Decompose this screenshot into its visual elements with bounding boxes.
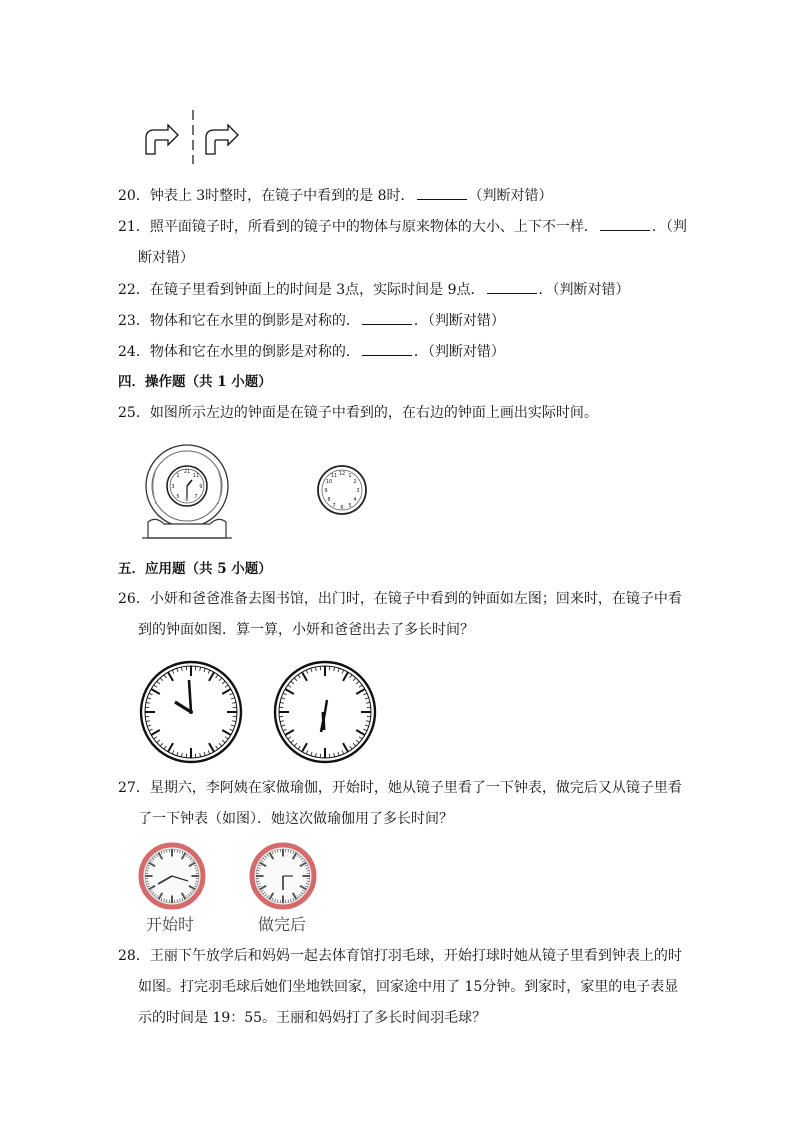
question-27-continued: 了一下钟表（如图）．她这次做瑜伽用了多长时间？	[138, 811, 453, 827]
section-heading-application: 五．应用题（共 5 小题）	[118, 561, 272, 577]
question-hint: （判断对错）	[468, 188, 553, 204]
question-number: 25．	[118, 405, 150, 421]
svg-text:11: 11	[330, 473, 338, 479]
question-text: 在镜子里看到钟面上的时间是 3点，实际时间是 9点．	[149, 282, 485, 298]
question-27	[118, 778, 682, 798]
question-26-continued: 到的钟面如图．算一算，小妍和爸爸出去了多长时间？	[138, 622, 474, 638]
question-24	[118, 342, 505, 362]
svg-text:7: 7	[332, 503, 336, 509]
question-number: 24．	[118, 344, 150, 360]
question-25	[118, 403, 598, 423]
question-text: 物体和它在水里的倒影是对称的．	[149, 344, 360, 360]
turn-arrow-right-icon	[206, 125, 238, 154]
mirror-desk-clock-figure	[138, 442, 236, 542]
svg-text:11: 11	[192, 473, 200, 479]
clock-return-figure	[273, 660, 377, 764]
svg-text:9: 9	[324, 488, 328, 494]
question-text: 钟表上 3时整时，在镜子中看到的是 8时．	[149, 188, 415, 204]
question-text: 星期六，李阿姨在家做瑜伽，开始时，她从镜子里看了一下钟表，做完后又从镜子里看	[149, 780, 682, 796]
question-hint: ．（判断对错）	[413, 344, 505, 360]
question-number: 22．	[118, 282, 150, 298]
caption-finish: 做完后	[258, 915, 307, 934]
svg-text:6: 6	[340, 505, 344, 511]
question-20	[118, 186, 553, 206]
question-28	[118, 946, 682, 966]
svg-text:1: 1	[176, 473, 180, 479]
section-heading-operation: 四．操作题（共 1 小题）	[118, 374, 272, 390]
svg-text:1: 1	[348, 473, 352, 479]
svg-text:10: 10	[325, 479, 333, 485]
svg-text:3: 3	[356, 488, 360, 494]
answer-blank[interactable]	[417, 187, 467, 200]
answer-blank[interactable]	[362, 312, 412, 325]
svg-text:4: 4	[353, 497, 357, 503]
question-number: 26．	[118, 591, 150, 607]
question-number: 21．	[118, 219, 150, 235]
question-number: 27．	[118, 780, 150, 796]
svg-text:5: 5	[348, 503, 352, 509]
answer-blank[interactable]	[600, 218, 650, 231]
svg-text:5: 5	[176, 494, 180, 500]
svg-text:21: 21	[183, 469, 191, 475]
question-hint: ．（判断对错）	[413, 313, 505, 329]
question-text: 物体和它在水里的倒影是对称的．	[149, 313, 360, 329]
question-28-continued-1: 如图。打完羽毛球后她们坐地铁回家，回家途中用了 15分钟。到家时，家里的电子表显	[138, 979, 679, 995]
answer-blank[interactable]	[487, 281, 537, 294]
question-21	[118, 217, 687, 237]
clock-departure-figure	[139, 660, 243, 764]
svg-text:7: 7	[194, 494, 198, 500]
turn-arrow-left-icon	[146, 125, 178, 154]
svg-text:6: 6	[185, 497, 189, 503]
question-number: 28．	[118, 948, 150, 964]
question-number: 20．	[118, 188, 150, 204]
answer-blank[interactable]	[362, 343, 412, 356]
question-26	[118, 589, 682, 609]
question-text: 王丽下午放学后和妈妈一起去体育馆打羽毛球，开始打球时她从镜子里看到钟表上的时	[149, 948, 682, 964]
question-23	[118, 311, 505, 331]
question-number: 23．	[118, 313, 150, 329]
svg-text:12: 12	[338, 471, 346, 477]
question-hint: ．（判	[651, 219, 687, 235]
svg-text:8: 8	[327, 497, 331, 503]
blank-clock-face-figure[interactable]	[316, 464, 368, 516]
mirror-arrow-figure	[138, 108, 248, 166]
clock-start-figure	[138, 842, 206, 910]
question-text: 照平面镜子时，所看到的镜子中的物体与原来物体的大小、上下不一样．	[149, 219, 598, 235]
question-28-continued-2: 示的时间是 19：55。王丽和妈妈打了多长时间羽毛球？	[138, 1010, 487, 1026]
caption-start: 开始时	[146, 915, 195, 934]
svg-text:2: 2	[353, 479, 357, 485]
svg-text:9: 9	[199, 484, 203, 490]
question-hint: ．（判断对错）	[538, 282, 630, 298]
svg-text:3: 3	[171, 484, 175, 490]
question-21-continued: 断对错）	[138, 250, 194, 266]
question-text: 小妍和爸爸准备去图书馆，出门时，在镜子中看到的钟面如左图；回来时，在镜子中看	[149, 591, 682, 607]
clock-finish-figure	[249, 842, 317, 910]
question-22	[118, 280, 630, 300]
question-text: 如图所示左边的钟面是在镜子中看到的，在右边的钟面上画出实际时间。	[149, 405, 598, 421]
